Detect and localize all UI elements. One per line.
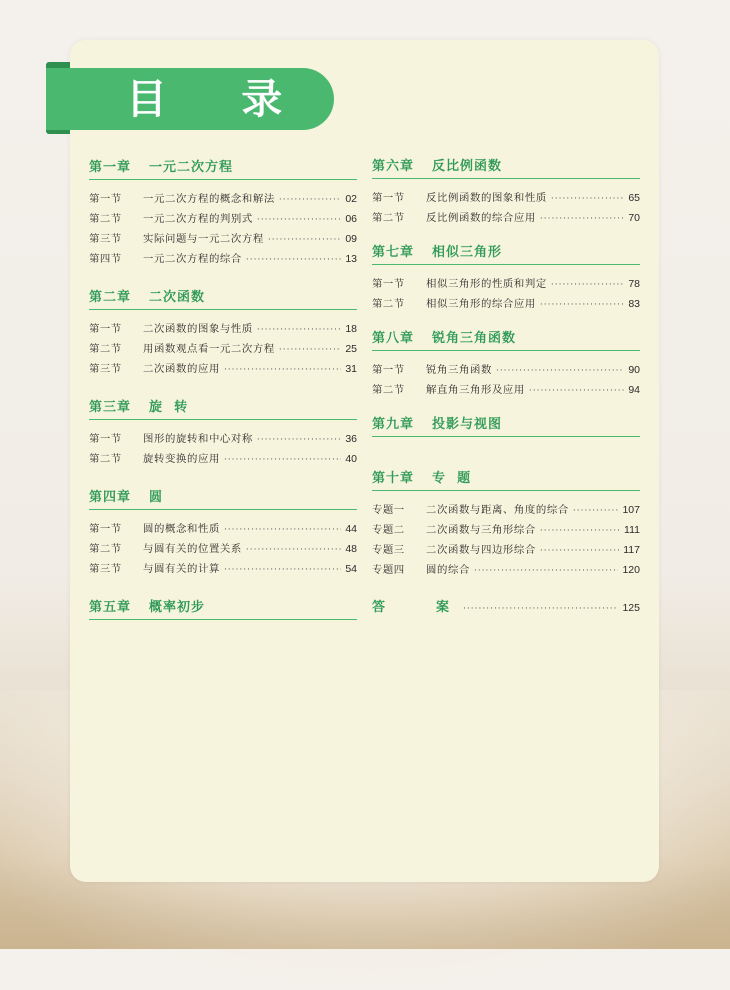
- chapter-heading[interactable]: [372, 156, 640, 179]
- leader-dots: [257, 430, 341, 450]
- section-number: 第二节: [89, 213, 122, 225]
- section-number: 专题二: [372, 524, 405, 536]
- page-number: 94: [628, 384, 640, 396]
- section-title: 二次函数的图象与性质: [143, 323, 253, 335]
- section-number: 第一节: [372, 278, 405, 290]
- toc-entry[interactable]: [89, 339, 357, 359]
- chapter-8: [372, 328, 640, 400]
- chapter-1: [89, 157, 357, 269]
- chapter-heading[interactable]: [372, 414, 640, 437]
- section-number: 第一节: [89, 193, 122, 205]
- leader-dots: [279, 190, 341, 210]
- leader-dots: [573, 501, 619, 521]
- chapter-number: 第五章: [89, 600, 132, 615]
- section-title: 相似三角形的综合应用: [426, 298, 536, 310]
- chapter-name: 相似三角形: [432, 245, 503, 260]
- chapter-name: 投影与视图: [432, 417, 503, 432]
- section-title: 圆的综合: [426, 564, 470, 576]
- section-title: 反比例函数的图象和性质: [426, 192, 547, 204]
- leader-dots: [257, 210, 341, 230]
- page-number: 44: [345, 523, 357, 535]
- section-title: 旋转变换的应用: [143, 453, 220, 465]
- chapter-name: 二次函数: [149, 290, 206, 305]
- leader-dots: [279, 340, 341, 360]
- section-title: 二次函数与距离、角度的综合: [426, 504, 569, 516]
- page-number: 65: [628, 192, 640, 204]
- toc-entry[interactable]: [89, 359, 357, 379]
- page-number: 13: [345, 253, 357, 265]
- leader-dots: [540, 541, 619, 561]
- chapter-9: [372, 414, 640, 437]
- chapter-number: 第二章: [89, 290, 132, 305]
- chapter-4: [89, 487, 357, 579]
- leader-dots: [268, 230, 341, 250]
- page-number: 54: [345, 563, 357, 575]
- section-title: 一元二次方程的综合: [143, 253, 242, 265]
- toc-entry[interactable]: [372, 294, 640, 314]
- section-number: 第二节: [372, 298, 405, 310]
- toc-entry[interactable]: [372, 274, 640, 294]
- section-number: 第二节: [372, 384, 405, 396]
- toc-entry[interactable]: [372, 520, 640, 540]
- section-number: 第一节: [89, 433, 122, 445]
- chapter-name: 锐角三角函数: [432, 331, 517, 346]
- leader-dots: [246, 250, 341, 270]
- page-number: 25: [345, 343, 357, 355]
- section-number: 第二节: [89, 453, 122, 465]
- chapter-name: 一元二次方程: [149, 160, 234, 175]
- chapter-7: [372, 242, 640, 314]
- answers-label: 答 案: [372, 600, 464, 615]
- toc-entry[interactable]: [89, 559, 357, 579]
- section-number: 第三节: [89, 563, 122, 575]
- chapter-3: [89, 397, 357, 469]
- section-title: 一元二次方程的判别式: [143, 213, 253, 225]
- page-number: 09: [345, 233, 357, 245]
- toc-entry[interactable]: [89, 449, 357, 469]
- toc-entry[interactable]: [89, 249, 357, 269]
- chapter-name: 反比例函数: [432, 159, 503, 174]
- chapter-name: 圆: [149, 490, 164, 505]
- section-title: 实际问题与一元二次方程: [143, 233, 264, 245]
- section-number: 专题四: [372, 564, 405, 576]
- leader-dots: [540, 295, 624, 315]
- chapter-number: 第七章: [372, 245, 415, 260]
- chapter-number: 第四章: [89, 490, 132, 505]
- toc-entry[interactable]: [89, 429, 357, 449]
- section-number: 第一节: [372, 364, 405, 376]
- leader-dots: [551, 189, 624, 209]
- section-number: 专题一: [372, 504, 405, 516]
- page-number: 48: [345, 543, 357, 555]
- toc-entry[interactable]: [372, 188, 640, 208]
- section-title: 相似三角形的性质和判定: [426, 278, 547, 290]
- section-number: 第二节: [89, 343, 122, 355]
- page-number: 111: [624, 524, 640, 536]
- leader-dots: [540, 209, 624, 229]
- page-number: 36: [345, 433, 357, 445]
- section-title: 解直角三角形及应用: [426, 384, 525, 396]
- leader-dots: [224, 520, 341, 540]
- page-number: 125: [622, 602, 640, 614]
- answers-entry[interactable]: [372, 598, 640, 618]
- chapter-name: 概率初步: [149, 600, 206, 615]
- leader-dots: [224, 450, 341, 470]
- section-title: 反比例函数的综合应用: [426, 212, 536, 224]
- page-number: 06: [345, 213, 357, 225]
- section-title: 图形的旋转和中心对称: [143, 433, 253, 445]
- chapter-heading[interactable]: [372, 328, 640, 351]
- toc-entry[interactable]: [372, 208, 640, 228]
- chapter-number: 第三章: [89, 400, 132, 415]
- chapter-heading[interactable]: [89, 597, 357, 620]
- chapter-number: 第九章: [372, 417, 415, 432]
- leader-dots: [496, 361, 624, 381]
- page-title: 目 录: [126, 75, 313, 123]
- toc-entry[interactable]: [89, 229, 357, 249]
- section-title: 二次函数的应用: [143, 363, 220, 375]
- leader-dots: [246, 540, 341, 560]
- page-number: 120: [622, 564, 640, 576]
- section-title: 与圆有关的计算: [143, 563, 220, 575]
- toc-entry[interactable]: [89, 319, 357, 339]
- section-title: 二次函数与四边形综合: [426, 544, 536, 556]
- section-title: 与圆有关的位置关系: [143, 543, 242, 555]
- section-title: 圆的概念和性质: [143, 523, 220, 535]
- toc-entry[interactable]: [89, 519, 357, 539]
- toc-entry[interactable]: [372, 560, 640, 580]
- chapter-heading[interactable]: [89, 287, 357, 310]
- chapter-number: 第十章: [372, 471, 415, 486]
- chapter-name: 旋 转: [149, 400, 189, 415]
- leader-dots: [474, 561, 619, 581]
- chapter-number: 第六章: [372, 159, 415, 174]
- chapter-5: [89, 597, 357, 620]
- section-number: 第三节: [89, 233, 122, 245]
- chapter-heading[interactable]: [372, 242, 640, 265]
- chapter-name: 专 题: [432, 471, 472, 486]
- section-title: 一元二次方程的概念和解法: [143, 193, 275, 205]
- page-number: 83: [628, 298, 640, 310]
- chapter-number: 第一章: [89, 160, 132, 175]
- section-number: 第四节: [89, 253, 122, 265]
- chapter-2: [89, 287, 357, 379]
- page-number: 117: [623, 544, 640, 556]
- section-number: 专题三: [372, 544, 405, 556]
- toc-left-column: [89, 150, 357, 620]
- section-title: 用函数观点看一元二次方程: [143, 343, 275, 355]
- toc-entry[interactable]: [372, 500, 640, 520]
- page-number: 02: [345, 193, 357, 205]
- section-title: 锐角三角函数: [426, 364, 492, 376]
- section-title: 二次函数与三角形综合: [426, 524, 536, 536]
- section-number: 第一节: [89, 523, 122, 535]
- section-number: 第二节: [89, 543, 122, 555]
- chapter-heading[interactable]: [372, 468, 640, 491]
- chapter-heading[interactable]: [89, 157, 357, 180]
- toc-entry[interactable]: [372, 380, 640, 400]
- toc-entry[interactable]: [372, 540, 640, 560]
- page-number: 31: [345, 363, 357, 375]
- chapter-10: [372, 468, 640, 580]
- chapter-number: 第八章: [372, 331, 415, 346]
- section-number: 第二节: [372, 212, 405, 224]
- leader-dots: [529, 381, 624, 401]
- toc-right-column: [372, 150, 640, 618]
- toc-entry[interactable]: [89, 539, 357, 559]
- leader-dots: [540, 521, 620, 541]
- chapter-heading[interactable]: [89, 397, 357, 420]
- leader-dots: [551, 275, 624, 295]
- leader-dots: [463, 599, 618, 619]
- page-number: 78: [628, 278, 640, 290]
- leader-dots: [257, 320, 341, 340]
- toc-entry[interactable]: [89, 189, 357, 209]
- leader-dots: [224, 360, 341, 380]
- leader-dots: [224, 560, 341, 580]
- page-number: 90: [628, 364, 640, 376]
- section-number: 第三节: [89, 363, 122, 375]
- page-number: 107: [622, 504, 640, 516]
- page-number: 18: [345, 323, 357, 335]
- chapter-6: [372, 156, 640, 228]
- toc-entry[interactable]: [89, 209, 357, 229]
- section-number: 第一节: [89, 323, 122, 335]
- page-number: 70: [628, 212, 640, 224]
- section-number: 第一节: [372, 192, 405, 204]
- page-number: 40: [345, 453, 357, 465]
- toc-entry[interactable]: [372, 360, 640, 380]
- chapter-heading[interactable]: [89, 487, 357, 510]
